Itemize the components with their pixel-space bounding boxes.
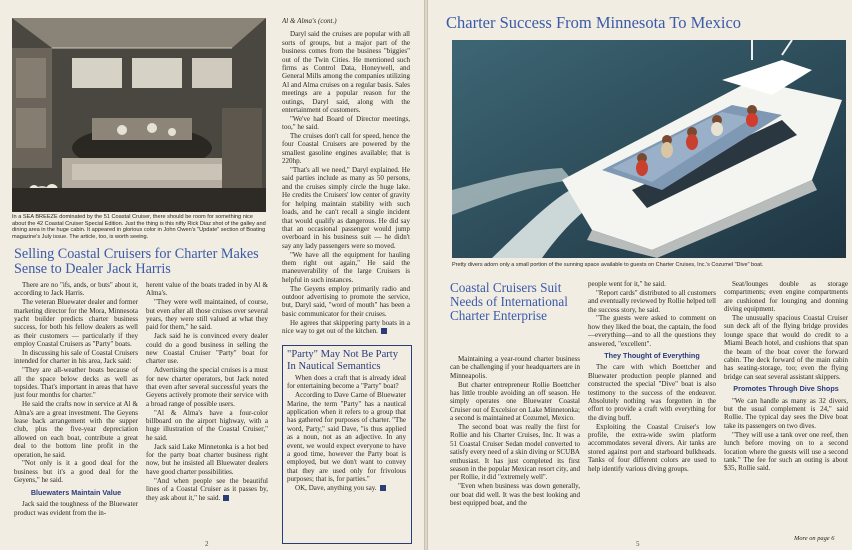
paragraph: Exploiting the Coastal Cruiser's low profile, the extra-wide swim platform accommodates several divers. Air tanks are stored against port and starboard bulkheads. Tanks of four different colors are used to help identify various diving groups. [588, 422, 716, 473]
paragraph: Jack said Lake Minnetonka is a hot bed for the party boat charter business right now, but he insisted all Bluewater dealers have good charter possibilities. [146, 442, 268, 476]
paragraph: "Not only is it a good deal for the business but it's a good deal for the Geyens," he said. [14, 459, 138, 485]
page-number-right: 5 [636, 540, 640, 548]
paragraph: herent value of the boats traded in by Al & Alma's. [146, 281, 268, 298]
paragraph: "They will use a tank over one reef, then lunch before moving on to a second location where the guests will use a second tank." The fee for such an outing is about $35, Rollie said. [724, 430, 848, 473]
paragraph: The second boat was really the first for Rollie and his Charter Cruises, Inc. It was a 51 Coastal Cruiser Sedan model converted to satisfy every need of a skin diving or SCUBA enthusiast. It has just completed its first season in the popular Mexican resort city, and per Rollie, it did "extremely well". [450, 423, 580, 482]
paragraph: Seat/lounges double as storage compartments; even engine compartments are cushioned for lounging and donning diving equipment. [724, 280, 848, 314]
continued-header: Al & Alma's (cont.) [282, 17, 337, 25]
paragraph: Daryl said the cruises are popular with all sorts of groups, but a major part of the business comes from the business "biggies" out of the Twin Cities. He mentioned such firms as Control Data, Honeywell, and General Mills among the companies utilizing Al and Alma cruises on a regular basis. Sales meetings are a popular reason for the outings, Daryl said, along with the entertainment of customers. [282, 30, 410, 115]
end-mark-icon [380, 485, 386, 491]
charter-column-1 [450, 355, 580, 548]
paragraph: In discussing his sale of Coastal Cruisers intended for charter in his area, Jack said: [14, 349, 138, 366]
paragraph: "We've had Board of Director meetings, too," he said. [282, 114, 410, 132]
left-page [0, 0, 424, 550]
subhead-thought-of-everything: They Thought of Everything [604, 351, 700, 361]
charter-subheadline: Coastal Cruisers Suit Needs of International Charter Enterprise [450, 280, 568, 323]
end-mark-icon [223, 495, 229, 501]
sidebar-title: "Party" May Not Be Party In Nautical Semantics [287, 349, 399, 372]
paragraph: There are no "ifs, ands, or buts" about it, according to Jack Harris. [14, 281, 138, 298]
dive-boat-caption: Pretty divers adorn only a small portion of the sunning space available to guests on Charter Cruises, Inc.'s Cozumel "Dive" boat. [452, 262, 764, 268]
paragraph: Advertising the special cruises is a must for new charter operators, but Jack noted that even after several successful years the Geyens actively promote their service with a broad range of possible users. [146, 366, 268, 408]
paragraph: According to Dave Carne of Bluewater Marine, the term "Party" has a nautical application when it refers to a group that has gathered for purposes of charter. "The word, Party," said Dave, "is thus applied as a noun, not as an adjective. In any event, we would expect everyone to have a good time, however the Party boat is employed, but we don't want to convey that they are used only for frivolous purposes; that is, for parties." [287, 391, 406, 484]
continued-note: More on page 6 [794, 535, 835, 542]
paragraph: But charter entrepreneur Rollie Boettcher has little trouble avoiding an off season. He simply operates one Bluewater Coastal Cruiser out of Excelsior on Lake Minnetonka; a second is maintained at Cozumel, Mexico. [450, 380, 580, 423]
paragraph: The Geyens employ primarily radio and outdoor advertising to promote the service, but, Daryl said, "word of mouth" has been a basic communicator for their cruises. [282, 284, 410, 318]
paragraph [282, 319, 410, 336]
paragraph: "The guests were asked to comment on how they liked the boat, the captain, the food—everything—and to all the questions they answered, "excellent". [588, 314, 716, 348]
charter-column-3 [724, 280, 848, 530]
sidebar-body [287, 374, 406, 534]
paragraph: "They are all-weather boats because of all the space below decks as well as topsides. That's important in areas that have just four months for charter." [14, 366, 138, 400]
paragraph: "We have all the equipment for hauling them right out again," He said the maneuverability of the large Cruisers is helpful in such instances. [282, 250, 410, 284]
subhead-dive-shops: Promotes Through Dive Shops [733, 384, 839, 394]
galley-photo [12, 18, 266, 212]
party-sidebar [282, 345, 412, 544]
paragraph: He said the crafts now in service at Al & Alma's are a great investment. The Geyens lease back arrangement with the supper club, plus the five-year depreciation allowed on each boat, contribute a great deal to the bottom line profit in the operation, he said. [14, 400, 138, 459]
paragraph: The cruises don't call for speed, hence the four Coastal Cruisers are powered by the smallest gasoline engines available; that is 220hp. [282, 132, 410, 166]
paragraph: The care with which Boettcher and Bluewater production people planned and constructed the special "Dive" boat is also testimony to the success of the endeavor. Absolutely nothing was forgotten in the effort to provide a craft with everything for the diving buff. [588, 363, 716, 422]
paragraph-text: He agrees that skippering party boats in a nice way to get out of the kitchen. [282, 318, 410, 335]
paragraph: When does a craft that is already ideal for entertaining become a "Party" boat? [287, 374, 406, 391]
subhead-bluewaters: Bluewaters Maintain Value [30, 487, 122, 497]
harris-column-1 [14, 281, 138, 547]
paragraph-text: OK, Dave, anything you say. [295, 484, 377, 493]
paragraph: "Report cards" distributed to all customers and eventually reviewed by Rollie helped tell the success story, he said. [588, 288, 716, 314]
charter-column-2 [588, 280, 716, 548]
end-mark-icon [381, 328, 387, 334]
paragraph [287, 484, 406, 492]
paragraph: "They were well maintained, of course, but even after all those cruises over several years, they were still valued at what they paid for them," he said. [146, 298, 268, 332]
paragraph: "That's all we need," Daryl explained. He said parties include as many as 50 persons, and the cruises simply circle the huge lake. He credits the Cruisers' low center of gravity for helping maintain stability with such loads, and he can't recall a single incident that would qualify as dangerous. He did say that an occasional passenger would jump overboard in his business suit — he didn't say any lady passengers were so moved. [282, 166, 410, 250]
paragraph: Jack said he is convinced every dealer could do a good business in selling the new Coastal Cruiser "Party" boat for charter use. [146, 332, 268, 366]
galley-photo-illustration [12, 18, 266, 212]
paragraph: people went for it," he said. [588, 280, 666, 288]
charter-headline: Charter Success From Minnesota To Mexico [446, 13, 742, 32]
paragraph-text: "And when people see the beautiful lines of a Coastal Cruiser as it passes by, they ask about it," he said. [146, 476, 268, 502]
page-number-left: 2 [205, 540, 209, 548]
paragraph: The unusually spacious Coastal Cruiser sun deck aft of the flying bridge provides lounge space that would do credit to a Miami Beach hotel, and cushions that span the beam of the boat cover the forward cabin. The deck forward of the main cabin has seating-storage, too; even the flying bridge can seat several assistant skippers. [724, 314, 848, 381]
paragraph: "Al & Alma's have a four-color billboard on the airport highway, with a huge illustration of the Coastal Cruiser," he said. [146, 408, 268, 442]
dive-boat-photo [452, 40, 846, 258]
paragraph [146, 477, 268, 502]
galley-photo-caption: In a SEA BREEZE dominated by the 51 Coastal Cruiser, there should be room for something nice about the 42 Coastal Cruiser Special Edition. Just the thing is this nifty Rick Diaz shot of the galley and dining area in the huge cabin. It appeared in glorious color in John Owen's "Update" section of Boating magazine's July issue. The article, too, is worth seeing. [12, 214, 266, 240]
right-page [428, 0, 852, 550]
al-alma-column [282, 17, 410, 347]
paragraph: "Even when business was down generally, our boat did well. It was the best looking and best equipped boat, and the [450, 482, 580, 508]
paragraph: The veteran Bluewater dealer and former marketing director for the Mora, Minnesota yacht builder predicts charter business success, for both his fellow dealers as well as their customers — particularly if they employ Coastal Cruisers as "Party" boats. [14, 298, 138, 349]
paragraph: "We can handle as many as 32 divers, but the usual complement is 24," said Rollie. The typical day sees the Dive boat take its passengers on two dives. [724, 396, 848, 430]
harris-column-2 [146, 281, 268, 543]
dive-boat-illustration [452, 40, 846, 258]
harris-headline: Selling Coastal Cruisers for Charter Makes Sense to Dealer Jack Harris [14, 246, 259, 277]
paragraph: Maintaining a year-round charter business can be challenging if your headquarters are in Minneapolis. [450, 355, 580, 380]
paragraph: Jack said the toughness of the Bluewater product was evident from the in- [14, 500, 138, 517]
